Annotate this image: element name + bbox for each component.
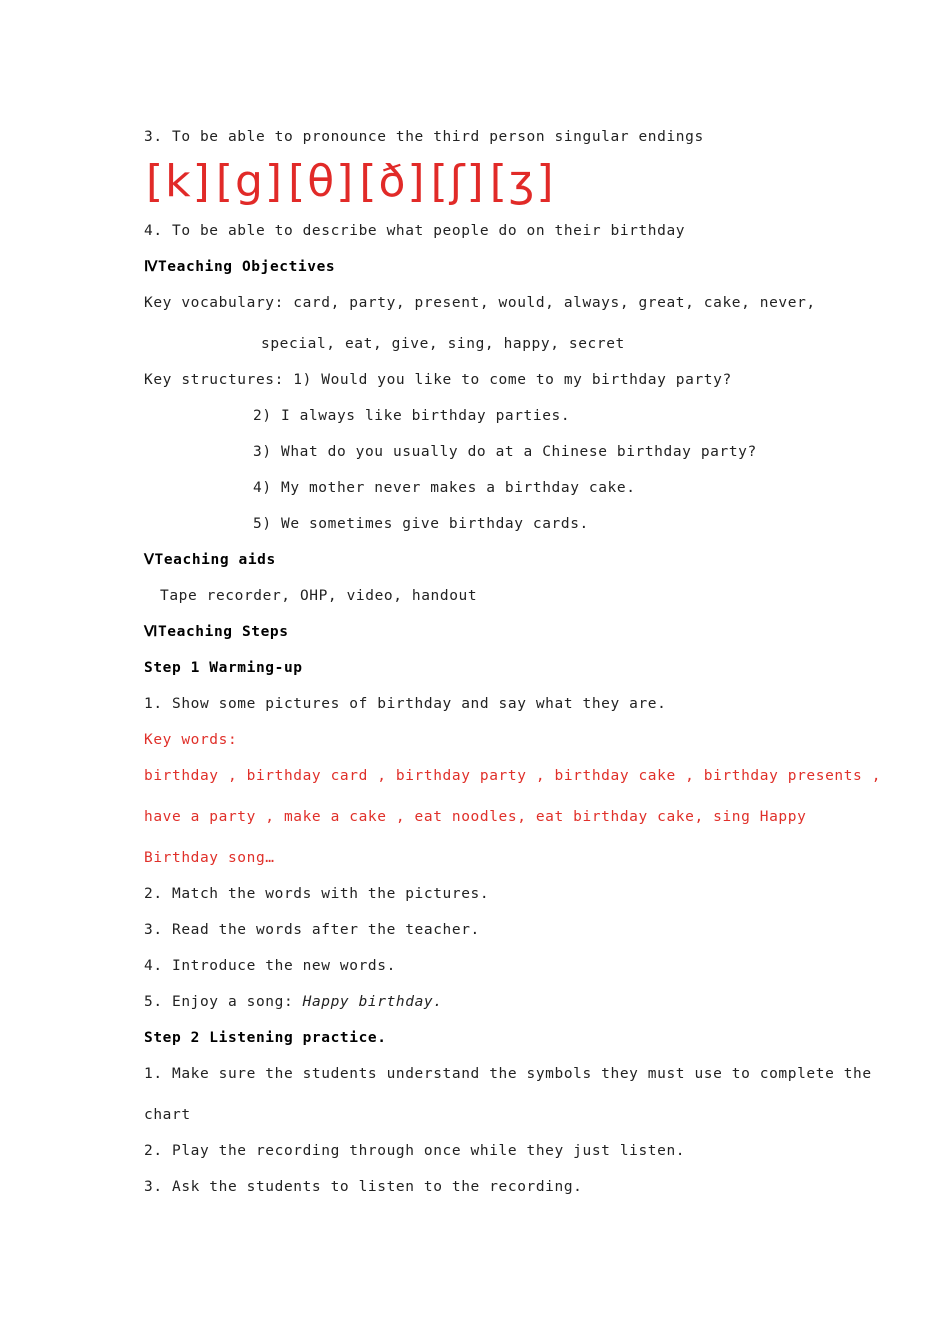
step-2-title: Step 2 Listening practice.: [144, 1030, 387, 1046]
objective-item-3: 3. To be able to pronounce the third person singular endings: [144, 129, 704, 145]
section-heading-teaching-objectives: ⅣTeaching Objectives: [144, 259, 336, 275]
key-structure-5: 5) We sometimes give birthday cards.: [253, 516, 589, 532]
key-structure-1: Key structures: 1) Would you like to come to my birthday party?: [144, 372, 732, 388]
key-words-line-2: have a party , make a cake , eat noodles, eat birthday cake, sing Happy: [144, 809, 807, 825]
phonetic-ezh: [ʒ]: [489, 156, 556, 207]
step-2-item-2: 2. Play the recording through once while they just listen.: [144, 1143, 686, 1159]
key-vocabulary-line-1: Key vocabulary: card, party, present, would, always, great, cake, never,: [144, 295, 816, 311]
section-heading-teaching-steps: ⅥTeaching Steps: [144, 624, 289, 640]
phonetic-symbols: [146, 158, 555, 206]
teaching-aids-list: Tape recorder, OHP, video, handout: [160, 588, 478, 604]
key-words-label: Key words:: [144, 732, 238, 748]
key-structure-4: 4) My mother never makes a birthday cake.: [253, 480, 636, 496]
objective-item-4: 4. To be able to describe what people do on their birthday: [144, 223, 686, 239]
step-2-item-3: 3. Ask the students to listen to the recording.: [144, 1179, 583, 1195]
phonetic-esh: [ʃ]: [430, 156, 486, 207]
step-2-item-1-line-2: chart: [144, 1107, 191, 1123]
step-2-item-1-line-1: 1. Make sure the students understand the symbols they must use to complete the: [144, 1066, 872, 1082]
section-heading-teaching-aids: ⅤTeaching aids: [144, 552, 276, 568]
key-vocabulary-line-2: special, eat, give, sing, happy, secret: [261, 336, 625, 352]
step-1-item-5-prefix: 5. Enjoy a song:: [144, 994, 303, 1010]
step-1-item-4: 4. Introduce the new words.: [144, 958, 396, 974]
phonetic-k: [k]: [146, 156, 212, 207]
phonetic-eth: [ð]: [359, 156, 427, 207]
key-structure-3: 3) What do you usually do at a Chinese birthday party?: [253, 444, 757, 460]
key-words-line-1: birthday , birthday card , birthday party , birthday cake , birthday presents ,: [144, 768, 882, 784]
phonetic-g: [g]: [215, 156, 285, 207]
step-1-item-2: 2. Match the words with the pictures.: [144, 886, 490, 902]
phonetic-theta: [θ]: [288, 156, 356, 207]
step-1-item-1: 1. Show some pictures of birthday and say what they are.: [144, 696, 667, 712]
key-words-line-3: Birthday song…: [144, 850, 275, 866]
step-1-title: Step 1 Warming-up: [144, 660, 303, 676]
key-structure-2: 2) I always like birthday parties.: [253, 408, 571, 424]
step-1-item-3: 3. Read the words after the teacher.: [144, 922, 480, 938]
song-title: Happy birthday.: [302, 994, 443, 1010]
step-1-item-5: [144, 993, 443, 1011]
